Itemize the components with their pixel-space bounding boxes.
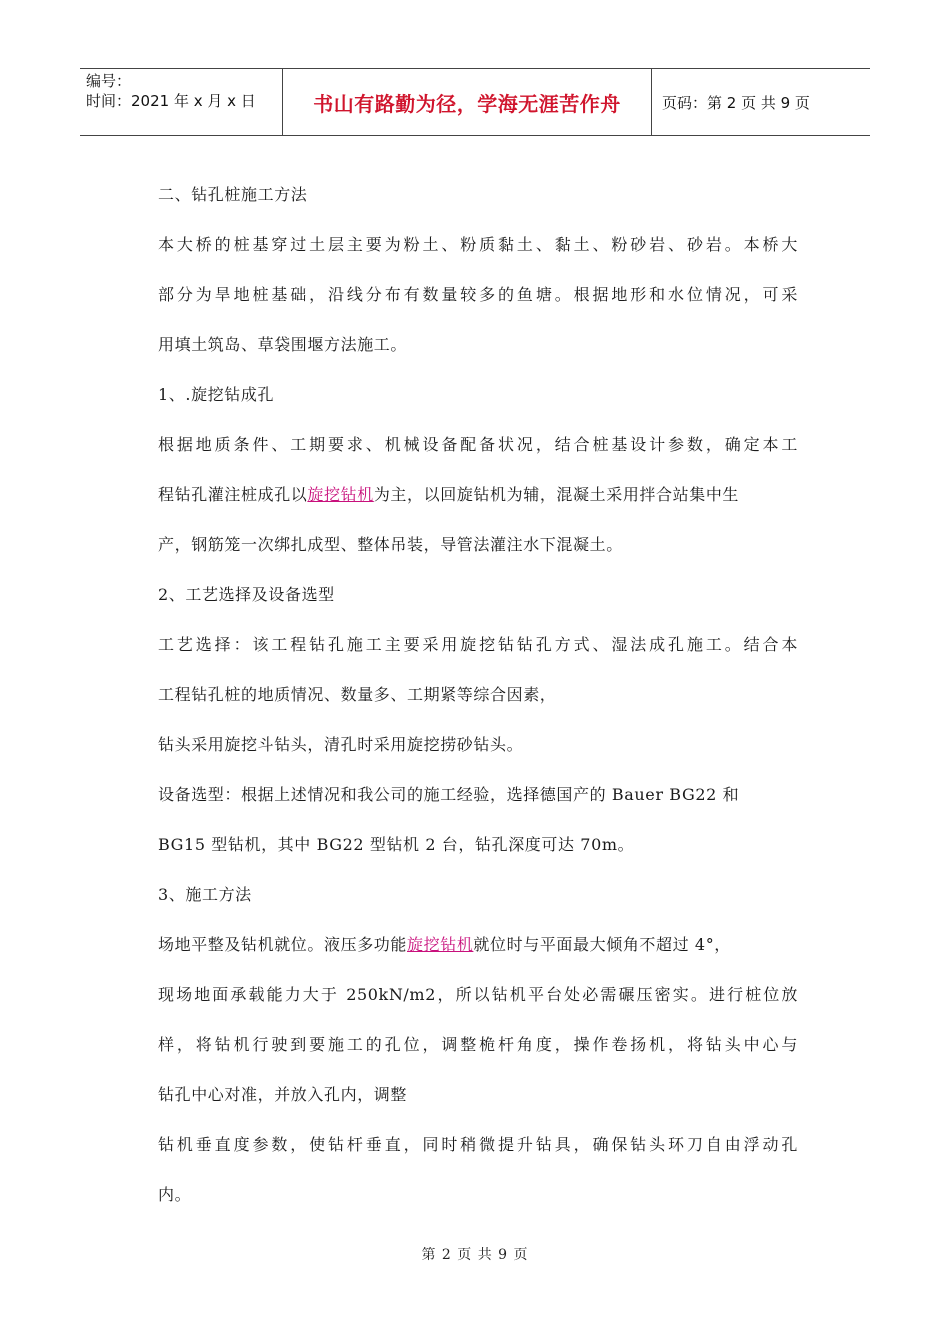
paragraph-line: 部分为旱地桩基础，沿线分布有数量较多的鱼塘。根据地形和水位情况，可采 [158, 285, 798, 304]
document-number-label: 编号： [86, 72, 132, 90]
paragraph-line: 钻机垂直度参数，使钻杆垂直，同时稍微提升钻具，确保钻头环刀自由浮动孔 [158, 1135, 798, 1154]
paragraph-line: 样，将钻机行驶到要施工的孔位，调整桅杆角度，操作卷扬机，将钻头中心与 [158, 1035, 798, 1054]
paragraph-line: 设备选型：根据上述情况和我公司的施工经验，选择德国产的 Bauer BG22 和 [158, 785, 740, 804]
text-span: 程钻孔灌注桩成孔以 [158, 485, 308, 504]
rotary-drill-link[interactable]: 旋挖钻机 [407, 935, 474, 954]
paragraph-line: 钻孔中心对准，并放入孔内，调整 [158, 1085, 408, 1104]
paragraph-line: 产，钢筋笼一次绑扎成型、整体吊装，导管法灌注水下混凝土。 [158, 535, 623, 554]
subsection-heading: 3、施工方法 [158, 885, 252, 904]
text-span: 场地平整及钻机就位。液压多功能 [158, 935, 408, 954]
paragraph-line [158, 920, 798, 970]
paragraph-line: 根据地质条件、工期要求、机械设备配备状况，结合桩基设计参数，确定本工 [158, 435, 798, 454]
paragraph-line: 用填土筑岛、草袋围堰方法施工。 [158, 335, 408, 354]
paragraph-line: 内。 [158, 1185, 192, 1204]
paragraph-line [158, 470, 798, 520]
subsection-heading: 2、工艺选择及设备选型 [158, 585, 335, 604]
header-page-code: 页码：第 2 页 共 9 页 [662, 93, 810, 112]
page-footer: 第 2 页 共 9 页 [421, 1247, 529, 1263]
paragraph-line: BG15 型钻机，其中 BG22 型钻机 2 台，钻孔深度可达 70m。 [158, 835, 635, 854]
text-span: 为主，以回旋钻机为辅，混凝土采用拌合站集中生 [373, 485, 740, 504]
document-date: 时间：2021 年 x 月 x 日 [86, 92, 256, 110]
section-heading: 二、钻孔桩施工方法 [158, 185, 308, 204]
document-body [158, 170, 798, 1220]
paragraph-line: 工艺选择：该工程钻孔施工主要采用旋挖钻钻孔方式、湿法成孔施工。结合本 [158, 635, 798, 654]
paragraph-line: 现场地面承载能力大于 250kN/m2，所以钻机平台处必需碾压密实。进行桩位放 [158, 985, 798, 1004]
header-meta [80, 69, 282, 135]
paragraph-line: 本大桥的桩基穿过土层主要为粉土、粉质黏土、黏土、粉砂岩、砂岩。本桥大 [158, 235, 798, 254]
header-motto: 书山有路勤为径，学海无涯苦作舟 [282, 69, 652, 135]
text-span: 就位时与平面最大倾角不超过 4°， [473, 935, 731, 954]
paragraph-line: 钻头采用旋挖斗钻头，清孔时采用旋挖捞砂钻头。 [158, 735, 524, 754]
page-header [80, 68, 870, 136]
paragraph-line: 工程钻孔桩的地质情况、数量多、工期紧等综合因素， [158, 685, 557, 704]
subsection-heading: 1、.旋挖钻成孔 [158, 385, 275, 404]
rotary-drill-link[interactable]: 旋挖钻机 [307, 485, 374, 504]
